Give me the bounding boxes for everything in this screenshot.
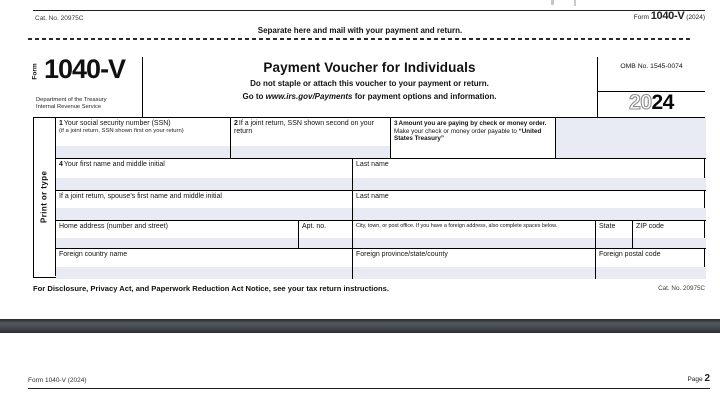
amount-label-cell	[391, 118, 556, 159]
top-rule	[33, 10, 705, 11]
footer-page-indicator	[687, 373, 710, 384]
spouse-last-name-cell	[353, 191, 706, 221]
spouse-last-name-label: Last name	[356, 193, 389, 200]
foreign-postal-label: Foreign postal code	[599, 251, 661, 258]
apt-label: Apt. no.	[302, 223, 327, 230]
apt-cell	[299, 221, 353, 249]
foreign-postal-input[interactable]	[596, 267, 706, 279]
ssn-input[interactable]	[56, 146, 230, 158]
foreign-country-label: Foreign country name	[59, 251, 128, 258]
omb-year-block	[598, 58, 705, 114]
print-or-type-column	[34, 118, 56, 276]
scan-artifact	[574, 0, 576, 6]
foreign-province-input[interactable]	[353, 267, 595, 279]
omb-number: OMB No. 1545-0074	[620, 63, 683, 70]
box3-bold-text: Amount you are paying by check or money order.	[398, 120, 547, 127]
first-name-cell	[56, 159, 353, 191]
form-year: (2024)	[686, 14, 705, 21]
instruction-line2	[143, 92, 596, 101]
goto-prefix: Go to	[242, 92, 266, 101]
spouse-ssn-input[interactable]	[231, 146, 390, 158]
home-address-input[interactable]	[56, 238, 298, 248]
header-center-block	[143, 60, 596, 101]
disclosure-notice: For Disclosure, Privacy Act, and Paperwork Reduction Act Notice, see your tax return instructions.	[33, 284, 390, 293]
form-title-block	[31, 54, 141, 117]
foreign-country-input[interactable]	[56, 267, 352, 279]
form-reference-top	[634, 10, 705, 22]
zip-cell	[633, 221, 706, 249]
home-address-label: Home address (number and street)	[59, 223, 168, 230]
amount-input[interactable]	[556, 118, 706, 159]
last-name-label: Last name	[356, 161, 389, 168]
dept-line1: Department of the Treasury	[36, 97, 107, 103]
box2-text: If a joint return, SSN shown second on your return	[234, 120, 374, 136]
footer-rule	[28, 388, 710, 389]
scan-artifact	[551, 0, 554, 5]
spouse-first-name-label: If a joint return, spouse’s first name and middle initial	[59, 193, 222, 200]
year-outline-part: 20	[629, 91, 652, 114]
box3-number: 3	[394, 120, 398, 127]
page-separator-bar	[0, 319, 720, 333]
page-word: Page	[687, 376, 703, 383]
box2-number: 2	[234, 120, 238, 127]
apt-input[interactable]	[299, 238, 352, 248]
zip-input[interactable]	[633, 238, 706, 248]
foreign-postal-cell	[596, 249, 706, 279]
last-name-cell	[353, 159, 706, 191]
catalog-number-top: Cat. No. 20975C	[35, 15, 84, 22]
state-input[interactable]	[596, 238, 632, 248]
city-label: City, town, or post office. If you have a foreign address, also complete spaces below.	[356, 223, 558, 229]
first-name-label	[59, 161, 349, 169]
box3-rest-text: Make your check or money order payable to	[394, 127, 519, 135]
form-number-large: 1040-V	[44, 54, 126, 84]
foreign-province-label: Foreign province/state/county	[356, 251, 448, 258]
box3-payee-text: “United States Treasury”	[394, 127, 542, 143]
catalog-number-bottom: Cat. No. 20975C	[658, 285, 705, 292]
spouse-ssn-label	[234, 120, 387, 137]
cut-dashed-line	[28, 38, 692, 40]
last-name-input[interactable]	[353, 178, 706, 190]
ssn-label	[59, 120, 227, 128]
zip-label: ZIP code	[636, 223, 664, 230]
separate-here-note: Separate here and mail with your payment and return.	[257, 26, 463, 35]
city-input[interactable]	[353, 238, 595, 248]
box1-number: 1	[59, 120, 63, 127]
box4-number: 4	[59, 161, 63, 168]
page-number: 2	[704, 373, 710, 384]
spouse-first-name-cell	[56, 191, 353, 221]
spouse-first-name-input[interactable]	[56, 208, 352, 220]
spouse-last-name-input[interactable]	[353, 208, 706, 220]
foreign-country-cell	[56, 249, 353, 279]
home-address-cell	[56, 221, 299, 249]
department-lines	[36, 97, 107, 111]
state-cell	[596, 221, 633, 249]
form-number: 1040-V	[650, 10, 685, 22]
print-or-type-label: Print or type	[39, 170, 49, 224]
state-label: State	[599, 223, 616, 230]
first-name-input[interactable]	[56, 178, 352, 190]
city-cell	[353, 221, 596, 249]
irs-payments-url: www.irs.gov/Payments	[265, 92, 353, 101]
ssn-cell	[56, 118, 231, 159]
ssn-sublabel: (if a joint return, SSN shown first on your return)	[59, 128, 184, 135]
year-bold-part: 24	[651, 91, 674, 114]
tax-year	[598, 91, 705, 115]
box1-text: Your social security number (SSN)	[63, 120, 171, 127]
dept-line2: Internal Revenue Service	[36, 104, 102, 111]
form-word: Form	[633, 14, 649, 21]
page-title: Payment Voucher for Individuals	[263, 60, 476, 75]
goto-suffix: for payment options and information.	[352, 92, 497, 101]
footer-form-reference: Form 1040-V (2024)	[28, 377, 87, 384]
form-word-vertical: Form	[31, 63, 39, 80]
voucher-fields-table	[33, 117, 705, 278]
instruction-line1: Do not staple or attach this voucher to your payment or return.	[250, 79, 489, 88]
spouse-ssn-cell	[231, 118, 391, 159]
box4-text: Your first name and middle initial	[63, 161, 165, 168]
foreign-province-cell	[353, 249, 596, 279]
